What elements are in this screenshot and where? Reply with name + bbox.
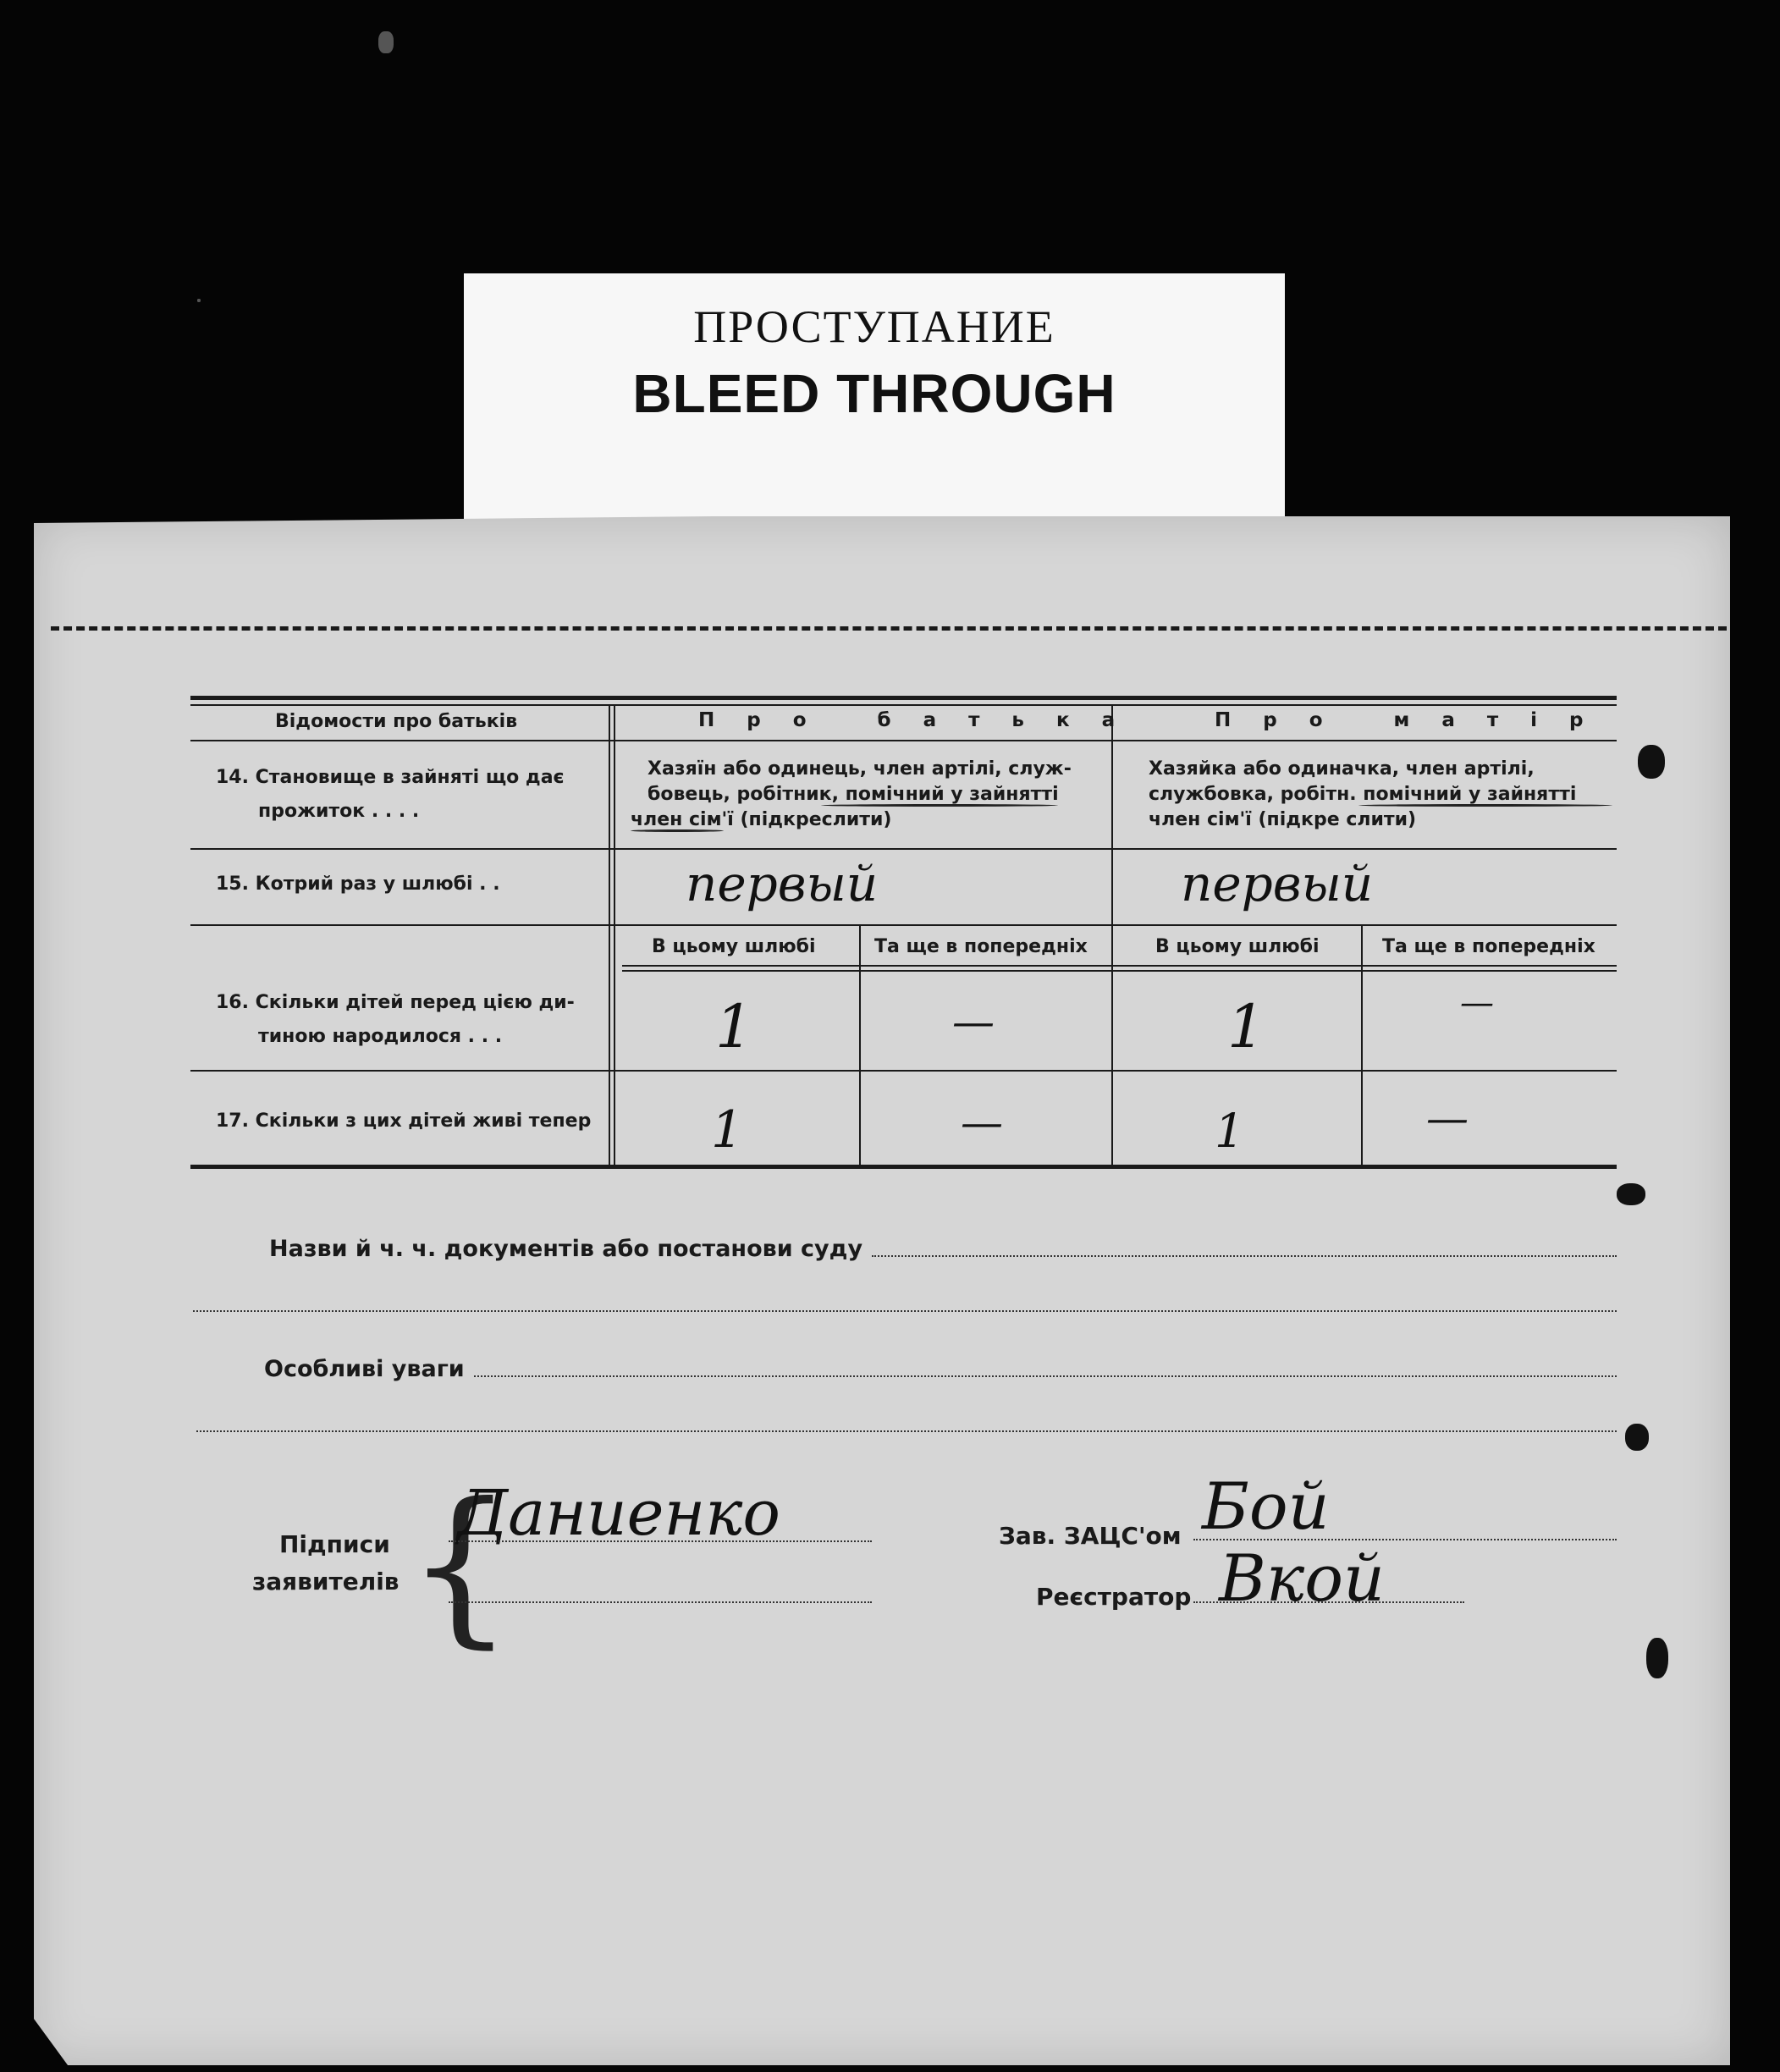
row16-mother-this-value: 1 — [1227, 992, 1265, 1061]
row16-label-line1: 16. Скільки дітей перед цією ди- — [216, 992, 575, 1013]
table-top-rule-2 — [190, 704, 1617, 706]
father-underline-mark — [821, 804, 1058, 807]
parents-info-table — [190, 696, 1617, 1170]
row16-mother-prev-value: — — [1460, 984, 1494, 1022]
registrar-sig-line — [1193, 1601, 1464, 1603]
documents-line-2 — [193, 1310, 1617, 1312]
signatures-label-line2: заявителів — [252, 1568, 400, 1595]
row14-mother-line2: службовка, робітн. помічний у зайнятті — [1149, 784, 1577, 805]
label-russian: ПРОСТУПАНИЕ — [693, 301, 1055, 352]
row15-label: 15. Котрий раз у шлюбі . . — [216, 873, 500, 895]
punch-hole — [1638, 745, 1665, 779]
mother-underline-mark — [1358, 804, 1612, 807]
row14-father-line3: член сім'ї (підкреслити) — [631, 809, 892, 830]
header-about-mother: Про матір — [1215, 709, 1616, 731]
documents-label: Назви й ч. ч. документів або постанови суду — [269, 1236, 863, 1262]
bleed-through-label-card — [464, 273, 1285, 523]
signatures-brace: { — [406, 1467, 515, 1664]
row14-label-line2: прожиток . . . . — [258, 801, 420, 822]
signatures-label-line1: Підписи — [279, 1530, 390, 1558]
subheader-father-previous: Та ще в попередніх — [874, 936, 1088, 957]
table-top-rule — [190, 696, 1617, 700]
dust-speck — [378, 31, 394, 53]
row16-father-prev-value: — — [952, 997, 995, 1046]
row17-father-this-value: 1 — [711, 1100, 744, 1160]
row17-mother-prev-value: — — [1426, 1094, 1469, 1143]
row14-father-line1: Хазяїн або одинець, член артілі, служ- — [648, 758, 1072, 780]
notes-line-2 — [196, 1430, 1617, 1432]
header-parents-info: Відомости про батьків — [275, 711, 518, 732]
subheader-mother-this-marriage: В цьому шлюбі — [1155, 936, 1320, 957]
row14-father-line2: бовець, робітник, помічний у зайнятті — [648, 784, 1059, 805]
head-label: Зав. ЗАЦС'ом — [999, 1522, 1182, 1550]
punch-hole — [1617, 1183, 1645, 1205]
label-column-divider-2 — [614, 704, 615, 1166]
row17-mother-this-value: 1 — [1215, 1104, 1244, 1158]
row16-bottom-rule — [190, 1070, 1617, 1072]
perforation-line — [51, 626, 1727, 631]
row16-father-this-value: 1 — [715, 992, 753, 1061]
dust-speck — [197, 299, 201, 302]
row15-father-value: первый — [686, 855, 879, 912]
row14-label-line1: 14. Становище в зайняті що дає — [216, 767, 565, 788]
row16-label-line2: тиною народилося . . . — [258, 1026, 503, 1047]
father-subcol-divider — [859, 926, 861, 1166]
mother-subcol-divider — [1361, 926, 1363, 1166]
subheader-mother-previous: Та ще в попередніх — [1382, 936, 1595, 957]
subheader-father-this-marriage: В цьому шлюбі — [652, 936, 816, 957]
punch-hole — [1646, 1638, 1668, 1678]
label-english: BLEED THROUGH — [632, 363, 1116, 424]
registrar-signature: Вкой — [1219, 1540, 1385, 1616]
notes-label: Особливі уваги — [264, 1356, 465, 1382]
punch-hole — [1625, 1424, 1649, 1451]
documents-line-1 — [872, 1255, 1617, 1257]
row17-father-prev-value: — — [961, 1098, 1003, 1147]
applicant-sig-line-2 — [449, 1601, 872, 1603]
notes-line-1 — [474, 1375, 1617, 1377]
head-signature: Бой — [1202, 1469, 1330, 1544]
label-column-divider — [609, 704, 610, 1166]
row17-label: 17. Скільки з цих дітей живі тепер — [216, 1110, 592, 1132]
row14-mother-line3: член сім'ї (підкре слити) — [1149, 809, 1417, 830]
table-bottom-rule — [190, 1165, 1617, 1169]
header-bottom-rule — [190, 740, 1617, 741]
row14-mother-line1: Хазяйка або одиначка, член артілі, — [1149, 758, 1535, 780]
registrar-label: Реєстратор — [1036, 1583, 1192, 1611]
applicant-sig-line-1 — [449, 1540, 872, 1542]
row14-bottom-rule — [190, 848, 1617, 850]
header-about-father: Про батька — [698, 709, 1148, 731]
father-mother-divider — [1111, 704, 1113, 1166]
subheader-bottom-rule-2 — [622, 970, 1617, 972]
row15-bottom-rule — [190, 924, 1617, 926]
applicant-signature: Даниенко — [457, 1477, 780, 1550]
row15-mother-value: первый — [1181, 855, 1374, 912]
subheader-bottom-rule — [622, 965, 1617, 967]
father-underline-mark-2 — [631, 829, 724, 832]
